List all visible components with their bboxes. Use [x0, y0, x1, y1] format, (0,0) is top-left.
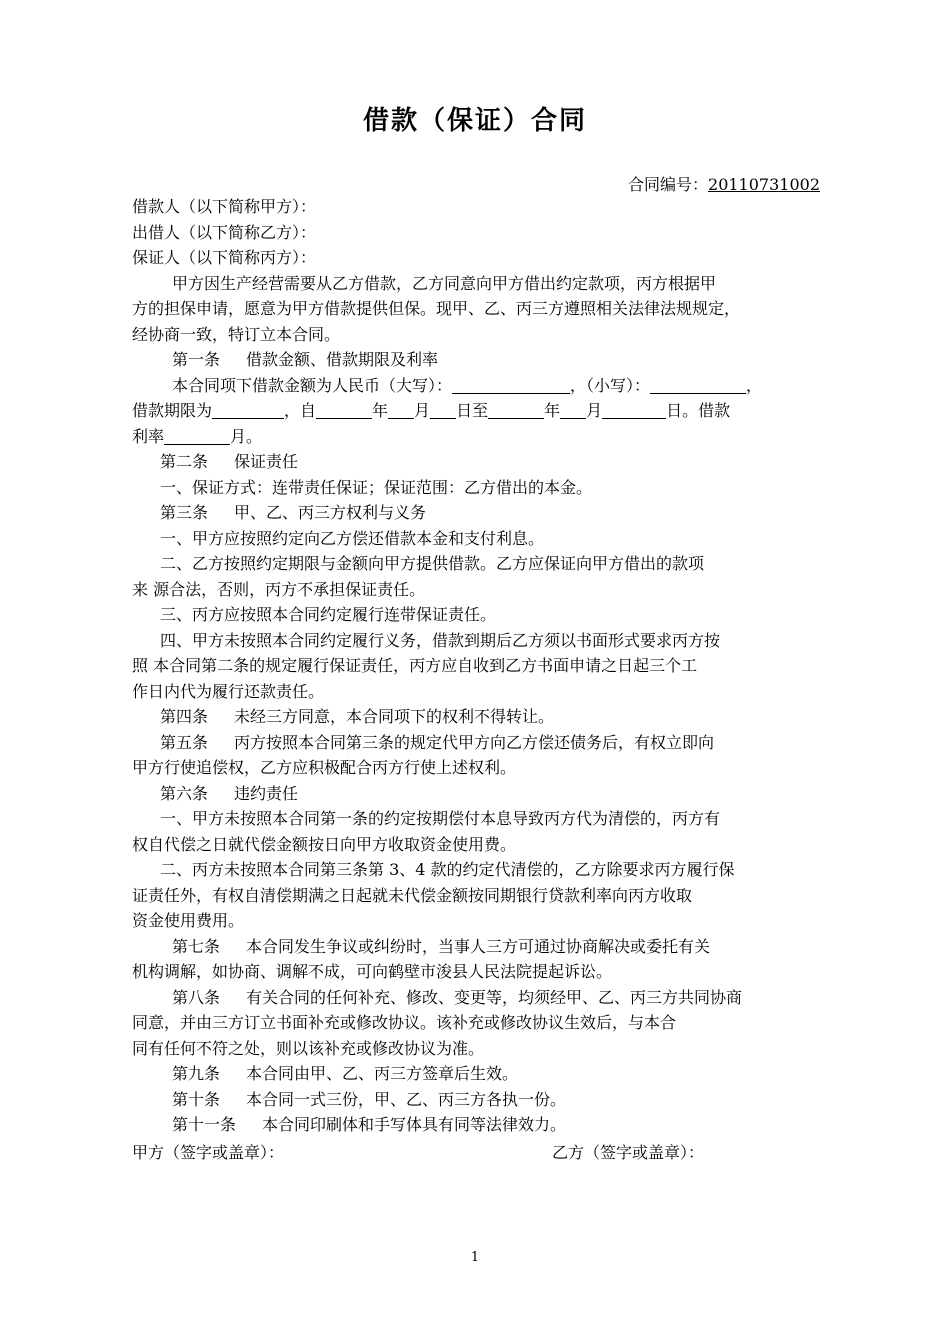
article-8-cont: 同意，并由三方订立书面补充或修改协议。该补充或修改协议生效后，与本合	[132, 1013, 677, 1032]
article-3-line: 来 源合法，否则，丙方不承担保证责任。	[132, 579, 426, 599]
article-3-line: 三、丙方应按照本合同约定履行连带保证责任。	[160, 605, 497, 624]
end-month-blank[interactable]	[560, 400, 586, 419]
article-3-line: 作日内代为履行还款责任。	[132, 681, 325, 701]
article-title: 借款金额、借款期限及利率	[246, 350, 439, 369]
article-1-rate-line: 利率 月。	[132, 426, 263, 446]
end-year-blank[interactable]	[488, 400, 544, 419]
party-lender: 出借人（以下简称乙方）：	[132, 222, 317, 242]
article-3-line: 照 本合同第二条的规定履行保证责任，丙方应自收到乙方书面申请之日起三个工	[132, 656, 698, 675]
preamble-line: 经协商一致，特订立本合同。	[132, 324, 341, 344]
article-3-line: 四、甲方未按照本合同约定履行义务，借款到期后乙方须以书面形式要求丙方按	[160, 630, 721, 650]
interest-rate-blank[interactable]	[164, 426, 230, 445]
article-2-heading: 第二条 保证责任	[160, 452, 299, 471]
article-1-heading	[132, 347, 822, 373]
article-9: 第九条 本合同由甲、乙、丙三方签章后生效。	[172, 1064, 519, 1083]
party-a-signature[interactable]: 甲方（签字或盖章）：	[132, 1143, 285, 1162]
preamble-line: 甲方因生产经营需要从乙方借款，乙方同意向甲方借出约定款项，丙方根据甲	[172, 273, 717, 293]
end-day-blank[interactable]	[602, 400, 666, 419]
page-number: 1	[470, 1250, 480, 1265]
article-4: 第四条 未经三方同意，本合同项下的权利不得转让。	[160, 707, 555, 726]
contract-number-value: 20110731002	[708, 175, 820, 194]
article-7-cont: 机构调解，如协商、调解不成，可向鹤壁市浚县人民法院提起诉讼。	[132, 962, 613, 981]
article-6-line: 一、甲方未按照本合同第一条的约定按期偿付本息导致丙方代为清偿的，丙方有	[160, 809, 721, 828]
article-1-term-line: 借款期限为 ，自 年 月 日至 年 月 日。借款	[132, 401, 731, 420]
article-1-amount-line: 本合同项下借款金额为人民币（大写）： ，（小写）： ，	[172, 375, 763, 395]
article-8: 第八条 有关合同的任何补充、修改、变更等，均须经甲、乙、丙三方共同协商	[172, 987, 743, 1007]
contract-number-label: 合同编号：	[628, 175, 709, 194]
article-2-text: 一、保证方式：连带责任保证；保证范围：乙方借出的本金。	[160, 477, 593, 497]
term-blank[interactable]	[212, 400, 284, 419]
article-6-line: 二、丙方未按照本合同第三条第 3、4 款的约定代清偿的，乙方除要求丙方履行保	[160, 860, 735, 879]
article-5: 第五条 丙方按照本合同第三条的规定代甲方向乙方偿还债务后，有权立即向	[160, 732, 715, 752]
contract-body	[132, 194, 822, 1138]
article-3-line: 一、甲方应按照约定向乙方偿还借款本金和支付利息。	[160, 528, 545, 548]
article-11: 第十一条 本合同印刷体和手写体具有同等法律效力。	[172, 1115, 567, 1134]
amount-figures-blank[interactable]	[650, 375, 746, 394]
amount-words-blank[interactable]	[452, 375, 570, 394]
article-5-cont: 甲方行使追偿权，乙方应积极配合丙方行使上述权利。	[132, 758, 517, 777]
contract-number	[628, 172, 820, 195]
article-8-cont: 同有任何不符之处，则以该补充或修改协议为准。	[132, 1038, 485, 1058]
article-7: 第七条 本合同发生争议或纠纷时，当事人三方可通过协商解决或委托有关	[172, 936, 711, 956]
document-title: 借款（保证）合同	[362, 106, 587, 136]
party-b-signature[interactable]: 乙方（签字或盖章）：	[552, 1143, 705, 1162]
party-borrower: 借款人（以下简称甲方）：	[132, 197, 317, 216]
start-day-blank[interactable]	[430, 400, 456, 419]
start-year-blank[interactable]	[316, 400, 372, 419]
article-6-line: 权自代偿之日就代偿金额按日向甲方收取资金使用费。	[132, 834, 517, 854]
article-number: 第一条	[172, 350, 221, 369]
start-month-blank[interactable]	[388, 400, 414, 419]
article-6-line: 证责任外，有权自清偿期满之日起就未代偿金额按同期银行贷款利率向丙方收取	[132, 885, 693, 905]
article-3-heading: 第三条 甲、乙、丙三方权利与义务	[160, 503, 427, 522]
preamble-line: 方的担保申请，愿意为甲方借款提供但保。现甲、乙、丙三方遵照相关法律法规规定，	[132, 299, 741, 318]
party-guarantor: 保证人（以下简称丙方）：	[132, 248, 317, 267]
article-10: 第十条 本合同一式三份，甲、乙、丙三方各执一份。	[172, 1089, 567, 1109]
article-6-line: 资金使用费用。	[132, 911, 245, 930]
article-6-heading: 第六条 违约责任	[160, 783, 299, 803]
article-3-line: 二、乙方按照约定期限与金额向甲方提供借款。乙方应保证向甲方借出的款项	[160, 554, 705, 573]
